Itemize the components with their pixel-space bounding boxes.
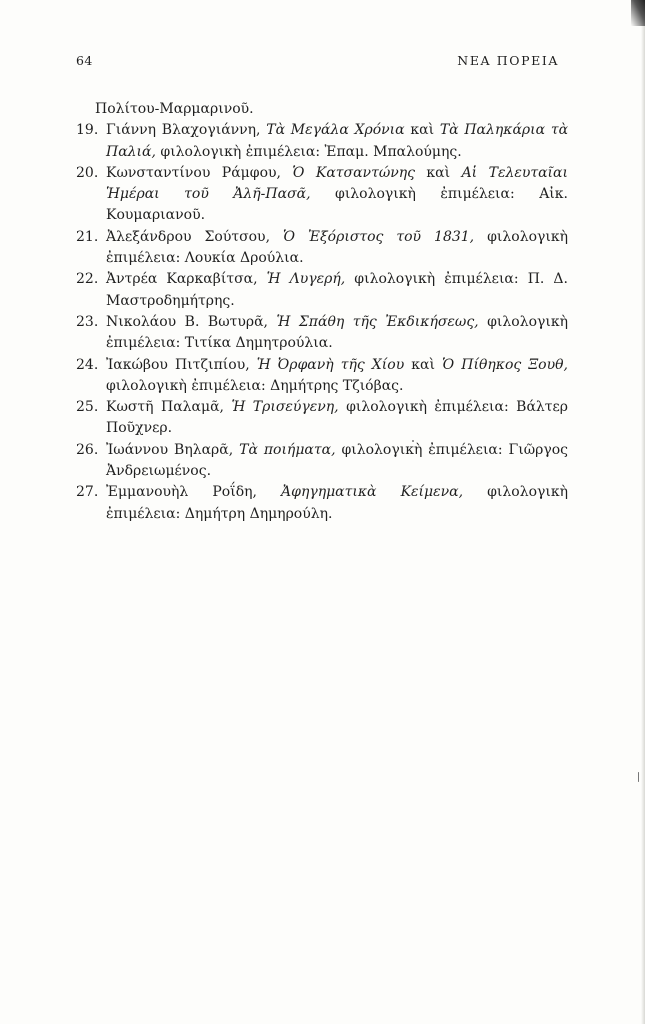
entry-author: Νικολάου Β. Βωτυρᾶ,: [106, 313, 269, 330]
page-edge-shadow: [641, 0, 645, 1024]
list-item-21: [76, 227, 568, 270]
list-item-19: [76, 120, 568, 163]
entry-title: Τὰ Μεγάλα Χρόνια: [266, 122, 405, 139]
entry-title: Ἡ Τρισεύγενη,: [231, 399, 339, 416]
list-item-27: [76, 482, 568, 525]
entry-author: Κωνσταντίνου Ράμφου,: [106, 164, 281, 181]
entry-author: Ἀντρέα Καρκαβίτσα,: [106, 271, 258, 288]
list-item-23: [76, 312, 568, 355]
entry-number: 23.: [76, 313, 99, 330]
entry-connector: καὶ: [414, 164, 462, 181]
entry-title-second: Τὰ Παληκάρια τὰ Παλιά,: [106, 122, 569, 160]
entry-author: Ἀλεξάνδρου Σούτσου,: [106, 228, 271, 245]
bibliography-list: [76, 99, 568, 525]
list-item-26: [76, 440, 568, 483]
entry-title-second: Αἱ Τελευταῖαι Ἡμέραι τοῦ Ἀλῆ-Πασᾶ,: [106, 164, 568, 203]
entry-author: Ἰωάννου Βηλαρᾶ,: [106, 441, 234, 458]
scan-speck: [638, 772, 639, 782]
list-item-22: [76, 269, 568, 312]
entry-number: 24.: [76, 356, 99, 373]
entry-title: Τὰ ποιήματα,: [239, 441, 336, 458]
entry-number: 22.: [76, 271, 99, 288]
list-item-25: [76, 397, 568, 440]
entry-author: Ἐμμανουὴλ Ροΐδη,: [106, 484, 257, 501]
list-item-20: [76, 163, 568, 227]
entry-title-second: Ὁ Πίθηκος Ξουθ,: [442, 356, 568, 373]
entry-number: 20.: [76, 164, 99, 181]
list-item-24: [76, 355, 568, 398]
entry-title: Ἡ Σπάθη τῆς Ἐκδικήσεως,: [276, 313, 479, 330]
entry-editor: φιλολογικὴ ἐπιμέλεια: Ἐπαμ. Μπαλούμης.: [160, 143, 462, 160]
entry-number: 19.: [76, 122, 99, 139]
entry-title: Ὁ Κατσαντώνης: [292, 164, 415, 181]
page-number: 64: [76, 53, 93, 68]
entry-editor: φιλολογικὴ ἐπιμέλεια: Αἰκ. Κουμαριανοῦ.: [106, 186, 568, 224]
page-header: [76, 53, 559, 73]
entry-editor: φιλολογικὴ ἐπιμέλεια: Λουκία Δρούλια.: [106, 228, 568, 267]
entry-author: Γιάννη Βλαχογιάννη,: [106, 122, 261, 139]
entry-editor: φιλολογικὴ ἐπιμέλεια: Π. Δ. Μαστροδημήτρης.: [106, 271, 568, 309]
entry-author: Ἰακώβου Πιτζιπίου,: [106, 356, 250, 373]
entry-title: Ἡ Ὀρφανὴ τῆς Χίου: [256, 356, 405, 373]
entry-number: 26.: [76, 441, 99, 458]
entry-connector: καὶ: [404, 356, 443, 373]
scan-corner-shadow: [631, 0, 645, 26]
entry-connector: καὶ: [404, 122, 440, 139]
scan-speck: [412, 440, 414, 442]
continued-entry-text: Πολίτου-Μαρμαρινοῦ.: [95, 101, 254, 117]
entry-title: Ἡ Λυγερή,: [266, 271, 346, 288]
running-head: ΝΕΑ ΠΟΡΕΙΑ: [457, 53, 559, 68]
entry-editor: φιλολογικὴ ἐπιμέλεια: Δημήτρης Τζιόβας.: [106, 377, 404, 394]
entry-title: Ἀφηγηματικὰ Κείμενα,: [281, 484, 464, 501]
entry-editor: φιλολογικὴ ἐπιμέλεια: Δημήτρη Δημηρούλη.: [106, 484, 569, 522]
entry-editor: φιλολογικὴ ἐπιμέλεια: Βάλτερ Ποῦχνερ.: [106, 399, 568, 437]
entry-title: Ὁ Ἐξόριστος τοῦ 1831,: [283, 228, 475, 245]
entry-editor: φιλολογικὴ ἐπιμέλεια: Γιῶργος Ἀνδρειωμένος.: [106, 441, 569, 480]
entry-number: 21.: [76, 228, 99, 245]
entry-author: Κωστῆ Παλαμᾶ,: [106, 399, 224, 416]
entry-number: 25.: [76, 399, 99, 416]
entry-number: 27.: [76, 484, 99, 501]
entry-editor: φιλολογικὴ ἐπιμέλεια: Τιτίκα Δημητρούλια.: [106, 313, 569, 352]
